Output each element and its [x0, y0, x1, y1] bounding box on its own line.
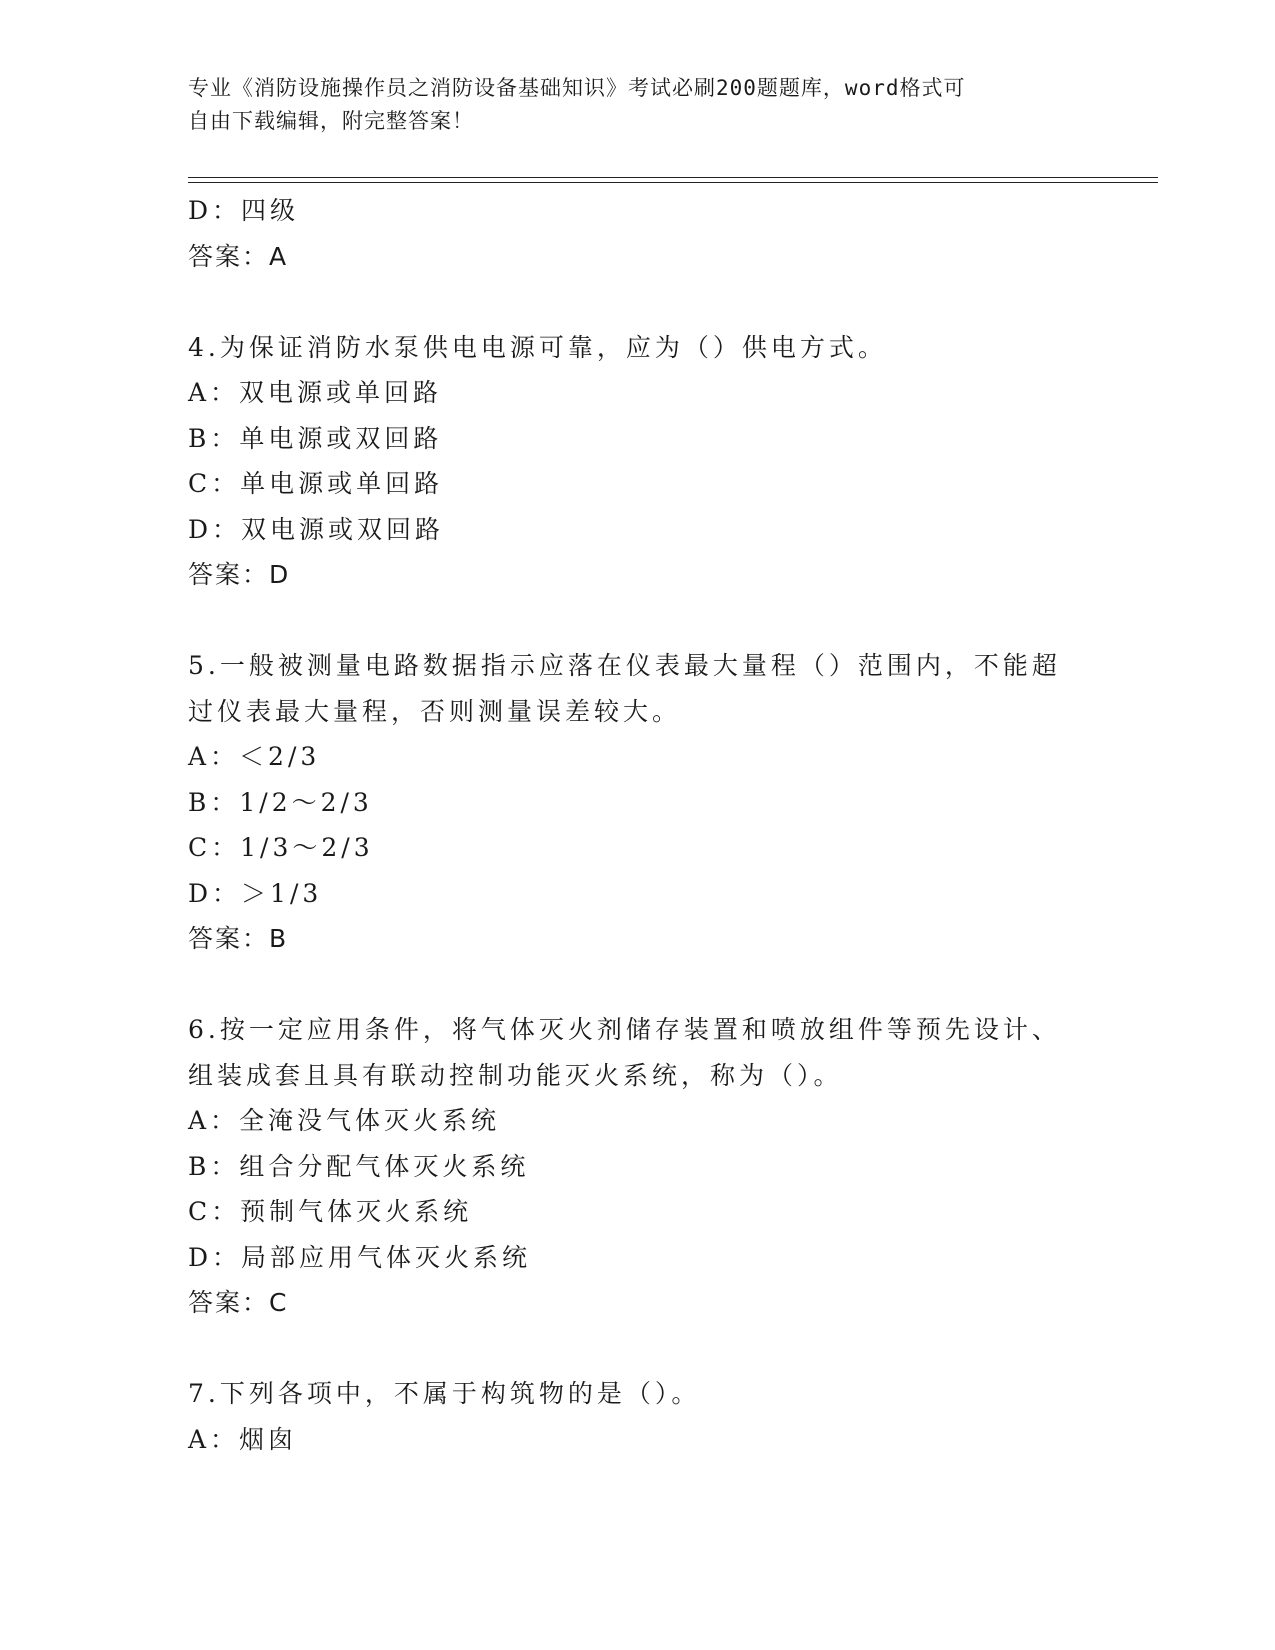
option-a: A：全淹没气体灭火系统 — [188, 1106, 501, 1135]
question-stem: 7.下列各项中，不属于构筑物的是（）。 — [188, 1379, 701, 1408]
header-line-2: 自由下载编辑，附完整答案！ — [188, 109, 474, 133]
header-divider-top — [188, 177, 1158, 178]
question-6 — [188, 1007, 1088, 1326]
option-c: C：1/3～2/3 — [188, 833, 374, 862]
question-list — [188, 188, 1088, 1462]
document-header — [188, 72, 1068, 138]
prev-answer: 答案：A — [188, 241, 289, 271]
option-b: B：单电源或双回路 — [188, 423, 443, 453]
option-a: A：双电源或单回路 — [188, 378, 443, 407]
header-line-1: 专业《消防设施操作员之消防设备基础知识》考试必刷200题题库，word格式可 — [188, 76, 966, 100]
spacer — [188, 279, 1088, 325]
option-a: A：＜2/3 — [188, 742, 321, 771]
answer: 答案：D — [188, 560, 291, 589]
question-5 — [188, 643, 1088, 962]
prev-option-d: D：四级 — [188, 196, 300, 225]
option-a: A：烟囱 — [188, 1424, 298, 1454]
option-d: D：双电源或双回路 — [188, 514, 445, 544]
spacer — [188, 962, 1088, 1008]
option-b: B：组合分配气体灭火系统 — [188, 1151, 530, 1181]
question-stem-line-2: 过仪表最大量程，否则测量误差较大。 — [188, 696, 682, 726]
option-b: B：1/2～2/3 — [188, 787, 373, 817]
option-d: D：局部应用气体灭火系统 — [188, 1242, 532, 1272]
spacer — [188, 1326, 1088, 1372]
answer: 答案：C — [188, 1288, 289, 1317]
question-7 — [188, 1371, 1088, 1462]
option-d: D：＞1/3 — [188, 878, 323, 908]
question-stem-line-1: 5.一般被测量电路数据指示应落在仪表最大量程（）范围内，不能超 — [188, 651, 1061, 680]
header-divider-bottom — [188, 182, 1158, 183]
option-c: C：单电源或单回路 — [188, 469, 444, 498]
question-stem: 4.为保证消防水泵供电电源可靠，应为（）供电方式。 — [188, 332, 887, 362]
question-4 — [188, 325, 1088, 598]
option-c: C：预制气体灭火系统 — [188, 1197, 473, 1226]
answer: 答案：B — [188, 924, 289, 953]
question-stem-line-1: 6.按一定应用条件，将气体灭火剂储存装置和喷放组件等预先设计、 — [188, 1015, 1061, 1044]
question-stem-line-2: 组装成套且具有联动控制功能灭火系统，称为（）。 — [188, 1060, 843, 1090]
spacer — [188, 598, 1088, 644]
